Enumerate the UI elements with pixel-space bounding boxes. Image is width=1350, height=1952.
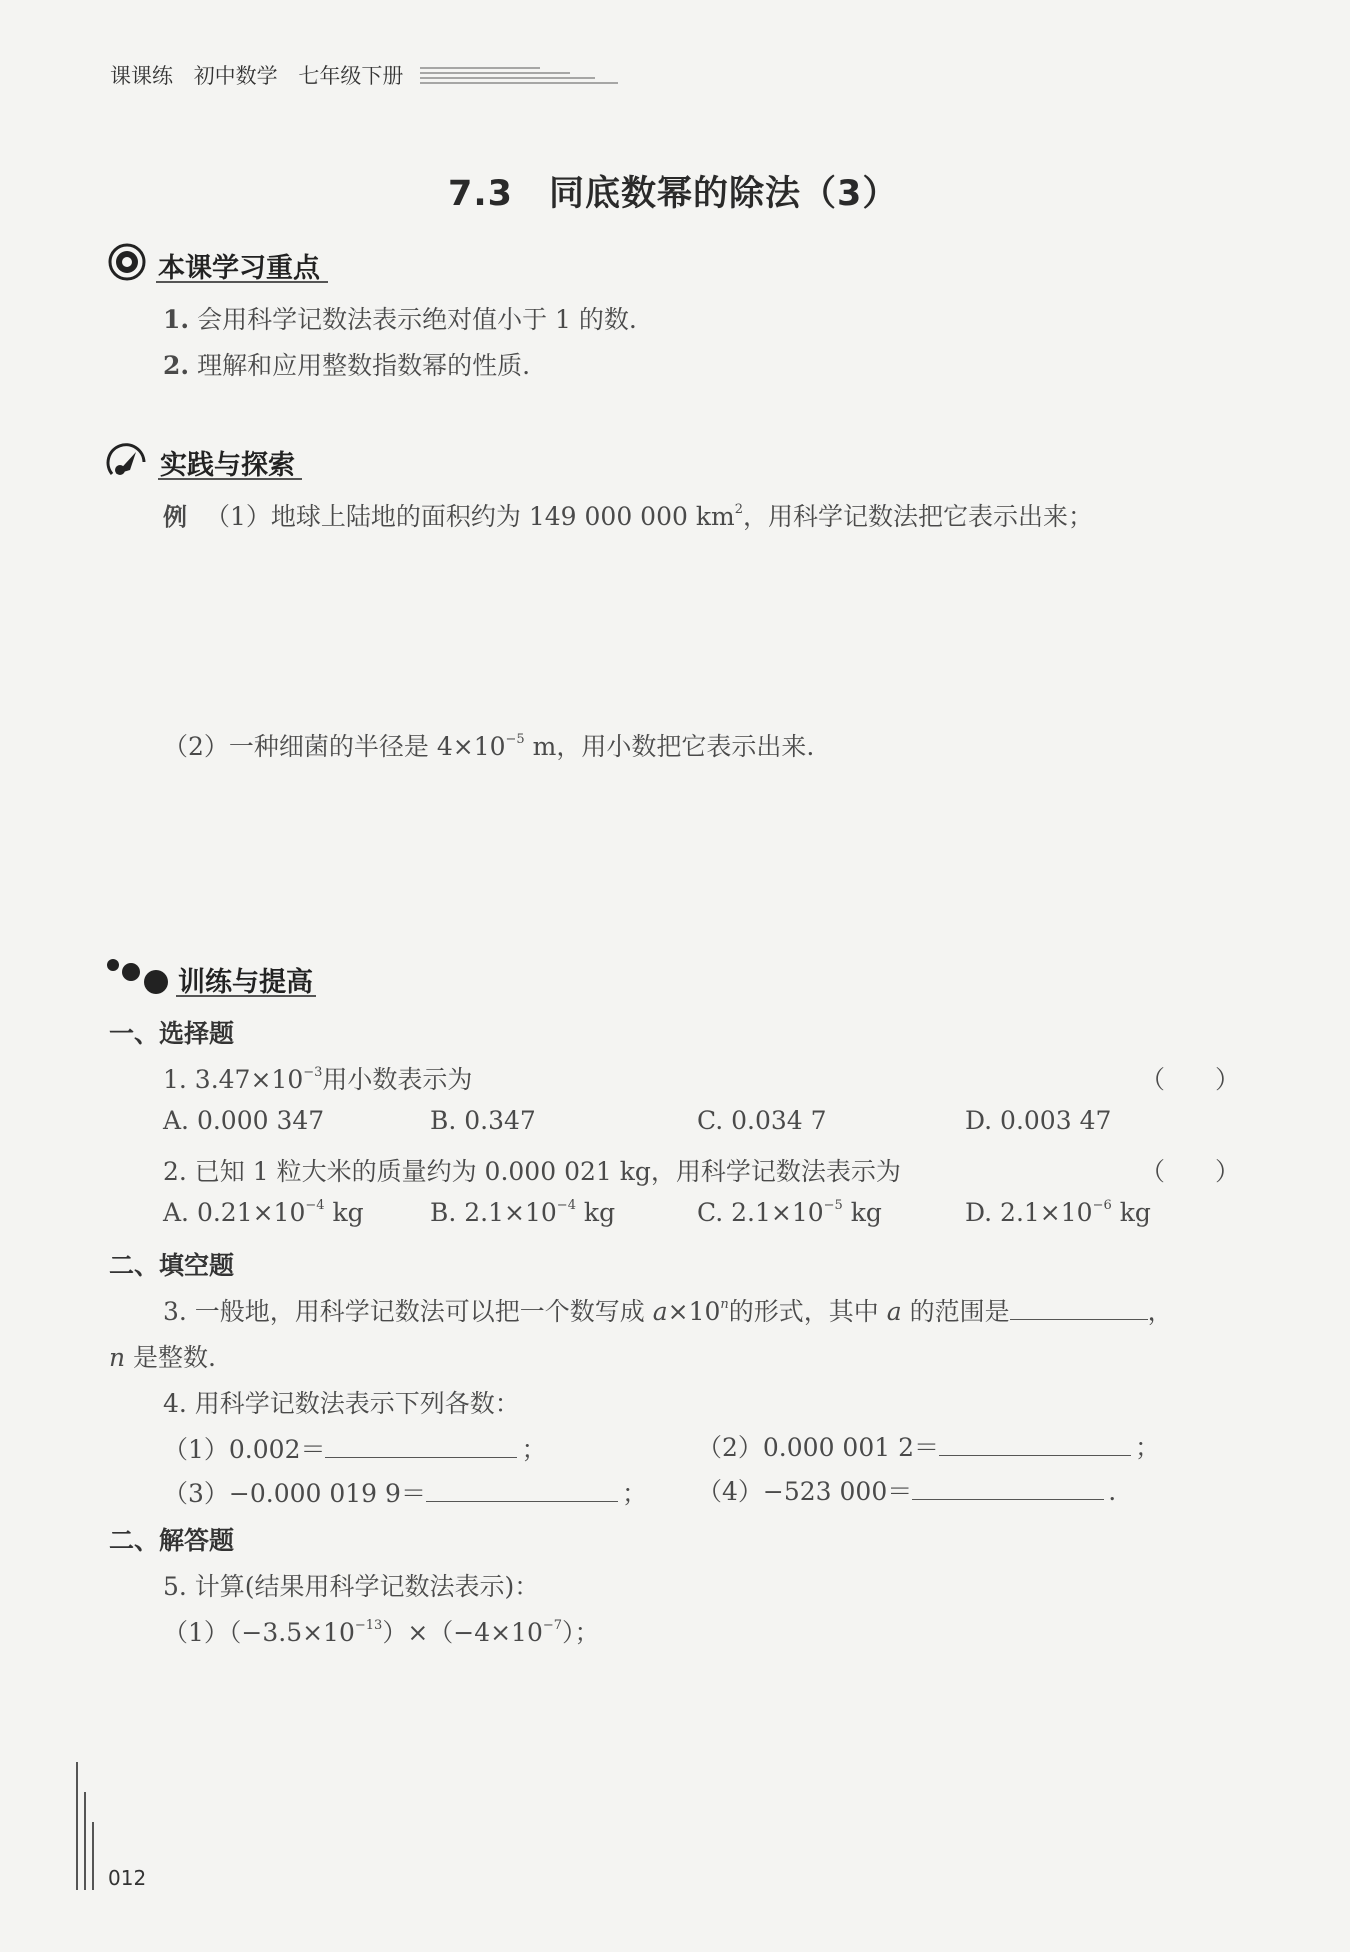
training-heading-underline [176,993,316,999]
q2-option-c [697,1198,882,1227]
q4-item-1 [163,1430,547,1466]
part-fill-heading: 二、填空题 [109,1251,235,1280]
q1-option-c: C. 0.034 7 [697,1106,827,1135]
target-icon [108,243,146,281]
question-3-line-2-text: 是整数. [125,1343,217,1372]
q4-item-4-label: （4）−523 000＝ [697,1477,913,1506]
q5-item-1-exponent-1: −13 [354,1618,383,1633]
focus-item-2-number: 2. [163,351,190,380]
q5-item-1-exponent-2: −7 [542,1618,563,1633]
explore-icon [106,440,150,480]
q1-option-b: B. 0.347 [430,1106,536,1135]
question-3-text-mid: 的形式，其中 [728,1297,887,1326]
question-1-text-end: 用小数表示为 [322,1065,473,1094]
question-1-exponent: −3 [303,1065,323,1080]
example-1-text: （1）地球上陆地的面积约为 149 000 000 km [205,502,735,531]
training-heading: 训练与提高 [178,967,313,998]
q5-item-1-text-mid: ）×（−4×10 [382,1618,543,1647]
q4-item-1-answer-blank[interactable] [325,1435,517,1458]
part-solve-heading: 二、解答题 [109,1526,235,1555]
question-5: 5. 计算(结果用科学记数法表示)： [163,1572,540,1601]
q4-item-3-answer-blank[interactable] [426,1479,618,1502]
q4-item-1-end: ； [521,1435,547,1464]
q5-item-1-text-end: ）； [562,1618,600,1647]
q4-item-3 [163,1474,647,1510]
header-grade: 初中数学 [193,64,278,88]
q4-item-2 [697,1428,1160,1464]
question-3-answer-blank[interactable] [1010,1297,1148,1320]
page-number: 012 [108,1866,147,1890]
question-3 [163,1292,1173,1328]
question-1 [163,1060,472,1096]
q2-option-b-unit: kg [575,1198,616,1227]
question-1-text: 1. 3.47×10 [163,1065,304,1094]
q2-option-b-exponent: −4 [556,1198,576,1213]
question-2: 2. 已知 1 粒大米的质量约为 0.000 021 kg，用科学记数法表示为 [163,1157,901,1186]
question-2-answer-paren: （ ） [1140,1157,1241,1186]
q2-option-c-exponent: −5 [823,1198,843,1213]
focus-item-1 [163,300,637,336]
example-2 [163,727,814,763]
q2-option-b-text: B. 2.1×10 [430,1198,557,1227]
q2-option-a-unit: kg [324,1198,364,1227]
q4-item-4-answer-blank[interactable] [912,1477,1104,1500]
q4-item-4 [697,1472,1116,1508]
example-2-text: （2）一种细菌的半径是 4×10 [163,732,506,761]
q1-option-a: A. 0.000 347 [163,1106,325,1135]
question-3-line-2 [109,1338,216,1374]
q5-item-1 [163,1613,600,1649]
practice-heading-underline [158,476,302,482]
question-3-var-a2: a [886,1297,902,1326]
example-2-text-end: m，用小数把它表示出来. [524,732,815,761]
margin-bars [74,1762,98,1892]
part-choice-heading: 一、选择题 [109,1019,235,1048]
example-1 [163,497,1093,533]
practice-heading: 实践与探索 [160,450,295,481]
focus-heading-underline [156,279,328,285]
header-rule-lines [420,64,620,86]
q4-item-2-label: （2）0.000 001 2＝ [697,1433,939,1462]
q4-item-3-label: （3）−0.000 019 9＝ [163,1479,426,1508]
q4-item-4-end: . [1108,1477,1117,1506]
example-2-exponent: −5 [505,732,525,747]
example-label: 例 [163,503,187,531]
q1-option-d: D. 0.003 47 [965,1106,1112,1135]
training-dots-icon [105,956,171,1000]
q2-option-c-unit: kg [842,1198,882,1227]
q2-option-a-text: A. 0.21×10 [163,1198,306,1227]
focus-heading: 本课学习重点 [158,253,320,284]
q2-option-a-exponent: −4 [305,1198,325,1213]
question-3-power: ×10 [667,1297,721,1326]
example-1-text-end: ，用科学记数法把它表示出来； [742,502,1093,531]
question-3-var-a: a [652,1297,668,1326]
q5-item-1-text: （1）（−3.5×10 [163,1618,355,1647]
question-3-exponent: n [720,1297,729,1312]
q4-item-2-answer-blank[interactable] [939,1433,1131,1456]
focus-item-1-text: 会用科学记数法表示绝对值小于 1 的数. [197,305,637,334]
q4-item-2-end: ； [1135,1433,1161,1462]
header-volume: 七年级下册 [298,64,404,88]
q2-option-d-unit: kg [1111,1198,1151,1227]
q4-item-1-label: （1）0.002＝ [163,1435,326,1464]
q2-option-b [430,1198,615,1227]
q2-option-d-exponent: −6 [1092,1198,1112,1213]
example-1-exponent: 2 [734,502,743,517]
q2-option-c-text: C. 2.1×10 [697,1198,824,1227]
q4-item-3-end: ； [621,1479,647,1508]
header [110,60,403,90]
question-3-text: 3. 一般地，用科学记数法可以把一个数写成 [163,1297,653,1326]
question-1-answer-paren: （ ） [1140,1065,1241,1094]
question-3-text-end: 的范围是 [901,1297,1010,1326]
question-3-var-n: n [109,1343,126,1372]
focus-item-2 [163,346,530,382]
question-4: 4. 用科学记数法表示下列各数： [163,1389,520,1418]
focus-item-2-text: 理解和应用整数指数幂的性质. [197,351,531,380]
q2-option-a [163,1198,364,1227]
q2-option-d-text: D. 2.1×10 [965,1198,1093,1227]
q2-option-d [965,1198,1151,1227]
header-series: 课课练 [110,64,173,88]
page-title: 7.3 同底数幂的除法（3） [448,174,899,214]
question-3-comma: ， [1147,1297,1173,1326]
focus-item-1-number: 1. [163,305,190,334]
